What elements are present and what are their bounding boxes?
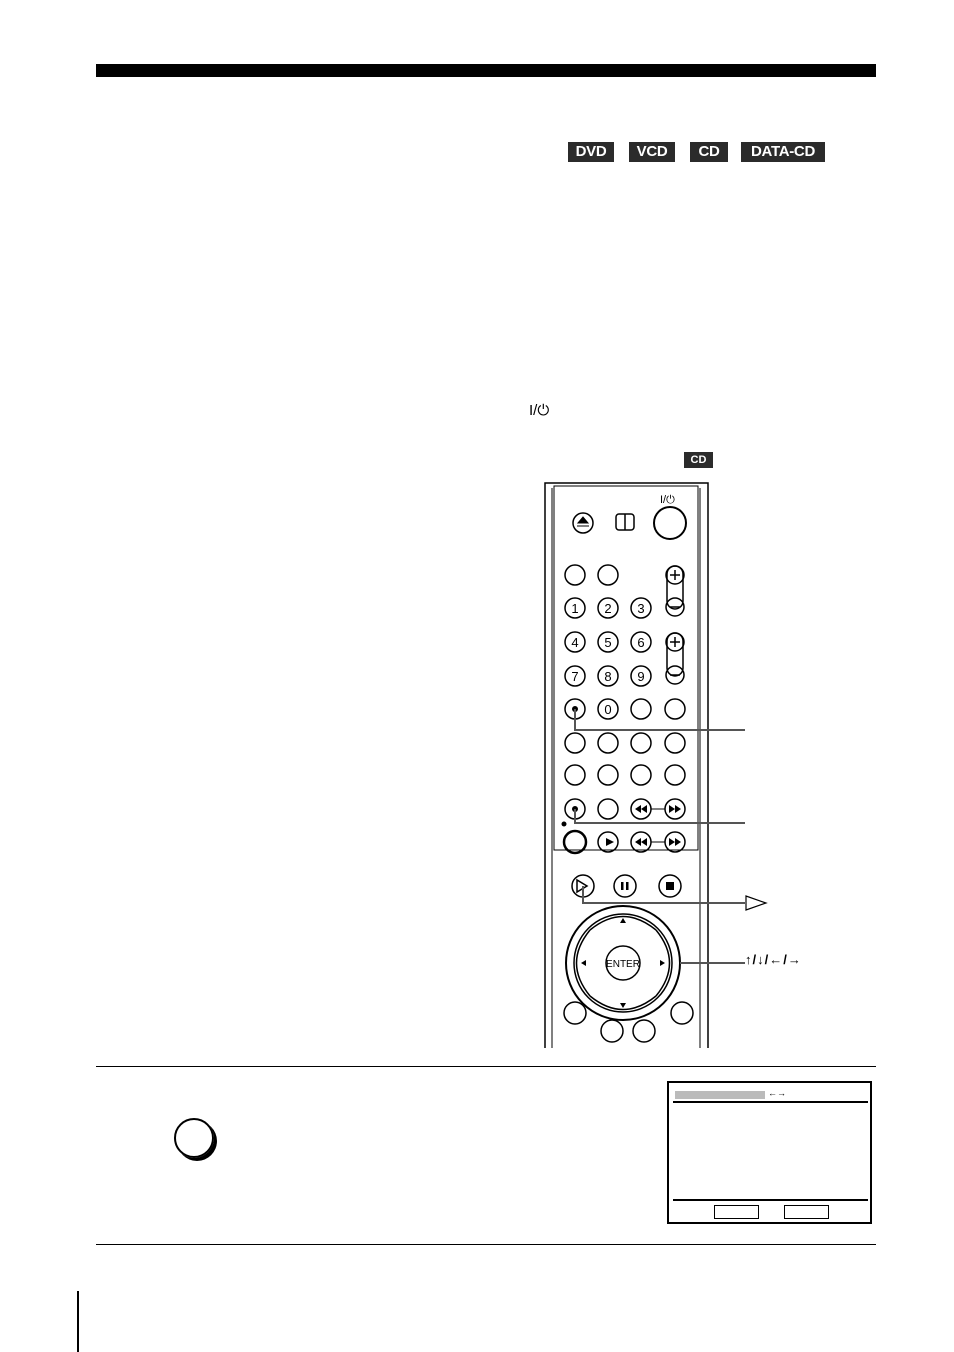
key-8: 8	[604, 669, 612, 684]
fast-forward-icon	[669, 805, 681, 813]
screen-button-left	[714, 1205, 759, 1219]
pause-icon	[621, 882, 624, 890]
remote-power-label: I/⏻	[660, 494, 675, 506]
badge-vcd: VCD	[629, 142, 675, 162]
right-arrow-icon	[660, 960, 665, 966]
key-4: 4	[571, 635, 579, 650]
key-6: 6	[637, 635, 645, 650]
key-5: 5	[604, 635, 612, 650]
enter-label: ENTER	[606, 959, 640, 970]
page-margin-line	[77, 1291, 79, 1352]
screen-arrows: ←→	[768, 1088, 786, 1098]
header-bar	[96, 64, 876, 77]
stop-icon	[666, 882, 674, 890]
left-arrow-icon	[581, 960, 586, 966]
screen-highlight-bar	[675, 1091, 765, 1099]
previous-icon	[635, 838, 647, 846]
key-0: 0	[604, 702, 612, 717]
slow-play-icon	[606, 838, 614, 846]
callout-arrows-label: ↑/↓/←/→	[745, 952, 802, 967]
screen-button-right	[784, 1205, 829, 1219]
badge-cd: CD	[690, 142, 728, 162]
callout-play-icon	[746, 896, 766, 910]
key-2: 2	[604, 601, 612, 616]
key-9: 9	[637, 669, 645, 684]
key-1: 1	[571, 601, 579, 616]
rewind-icon	[635, 805, 647, 813]
divider-top	[96, 1066, 876, 1067]
divider-bottom	[96, 1244, 876, 1245]
up-arrow-icon	[620, 918, 626, 923]
menu-screen-illustration	[667, 1081, 872, 1224]
badge-dvd: DVD	[568, 142, 614, 162]
key-7: 7	[571, 669, 579, 684]
step-circle-icon	[174, 1118, 214, 1158]
badge-cd-small: CD	[684, 452, 713, 468]
power-symbol: I/⏻	[529, 402, 550, 419]
down-arrow-icon	[620, 1003, 626, 1008]
next-icon	[669, 838, 681, 846]
badge-data-cd: DATA-CD	[741, 142, 825, 162]
record-dot-icon	[562, 822, 567, 827]
key-3: 3	[637, 601, 645, 616]
